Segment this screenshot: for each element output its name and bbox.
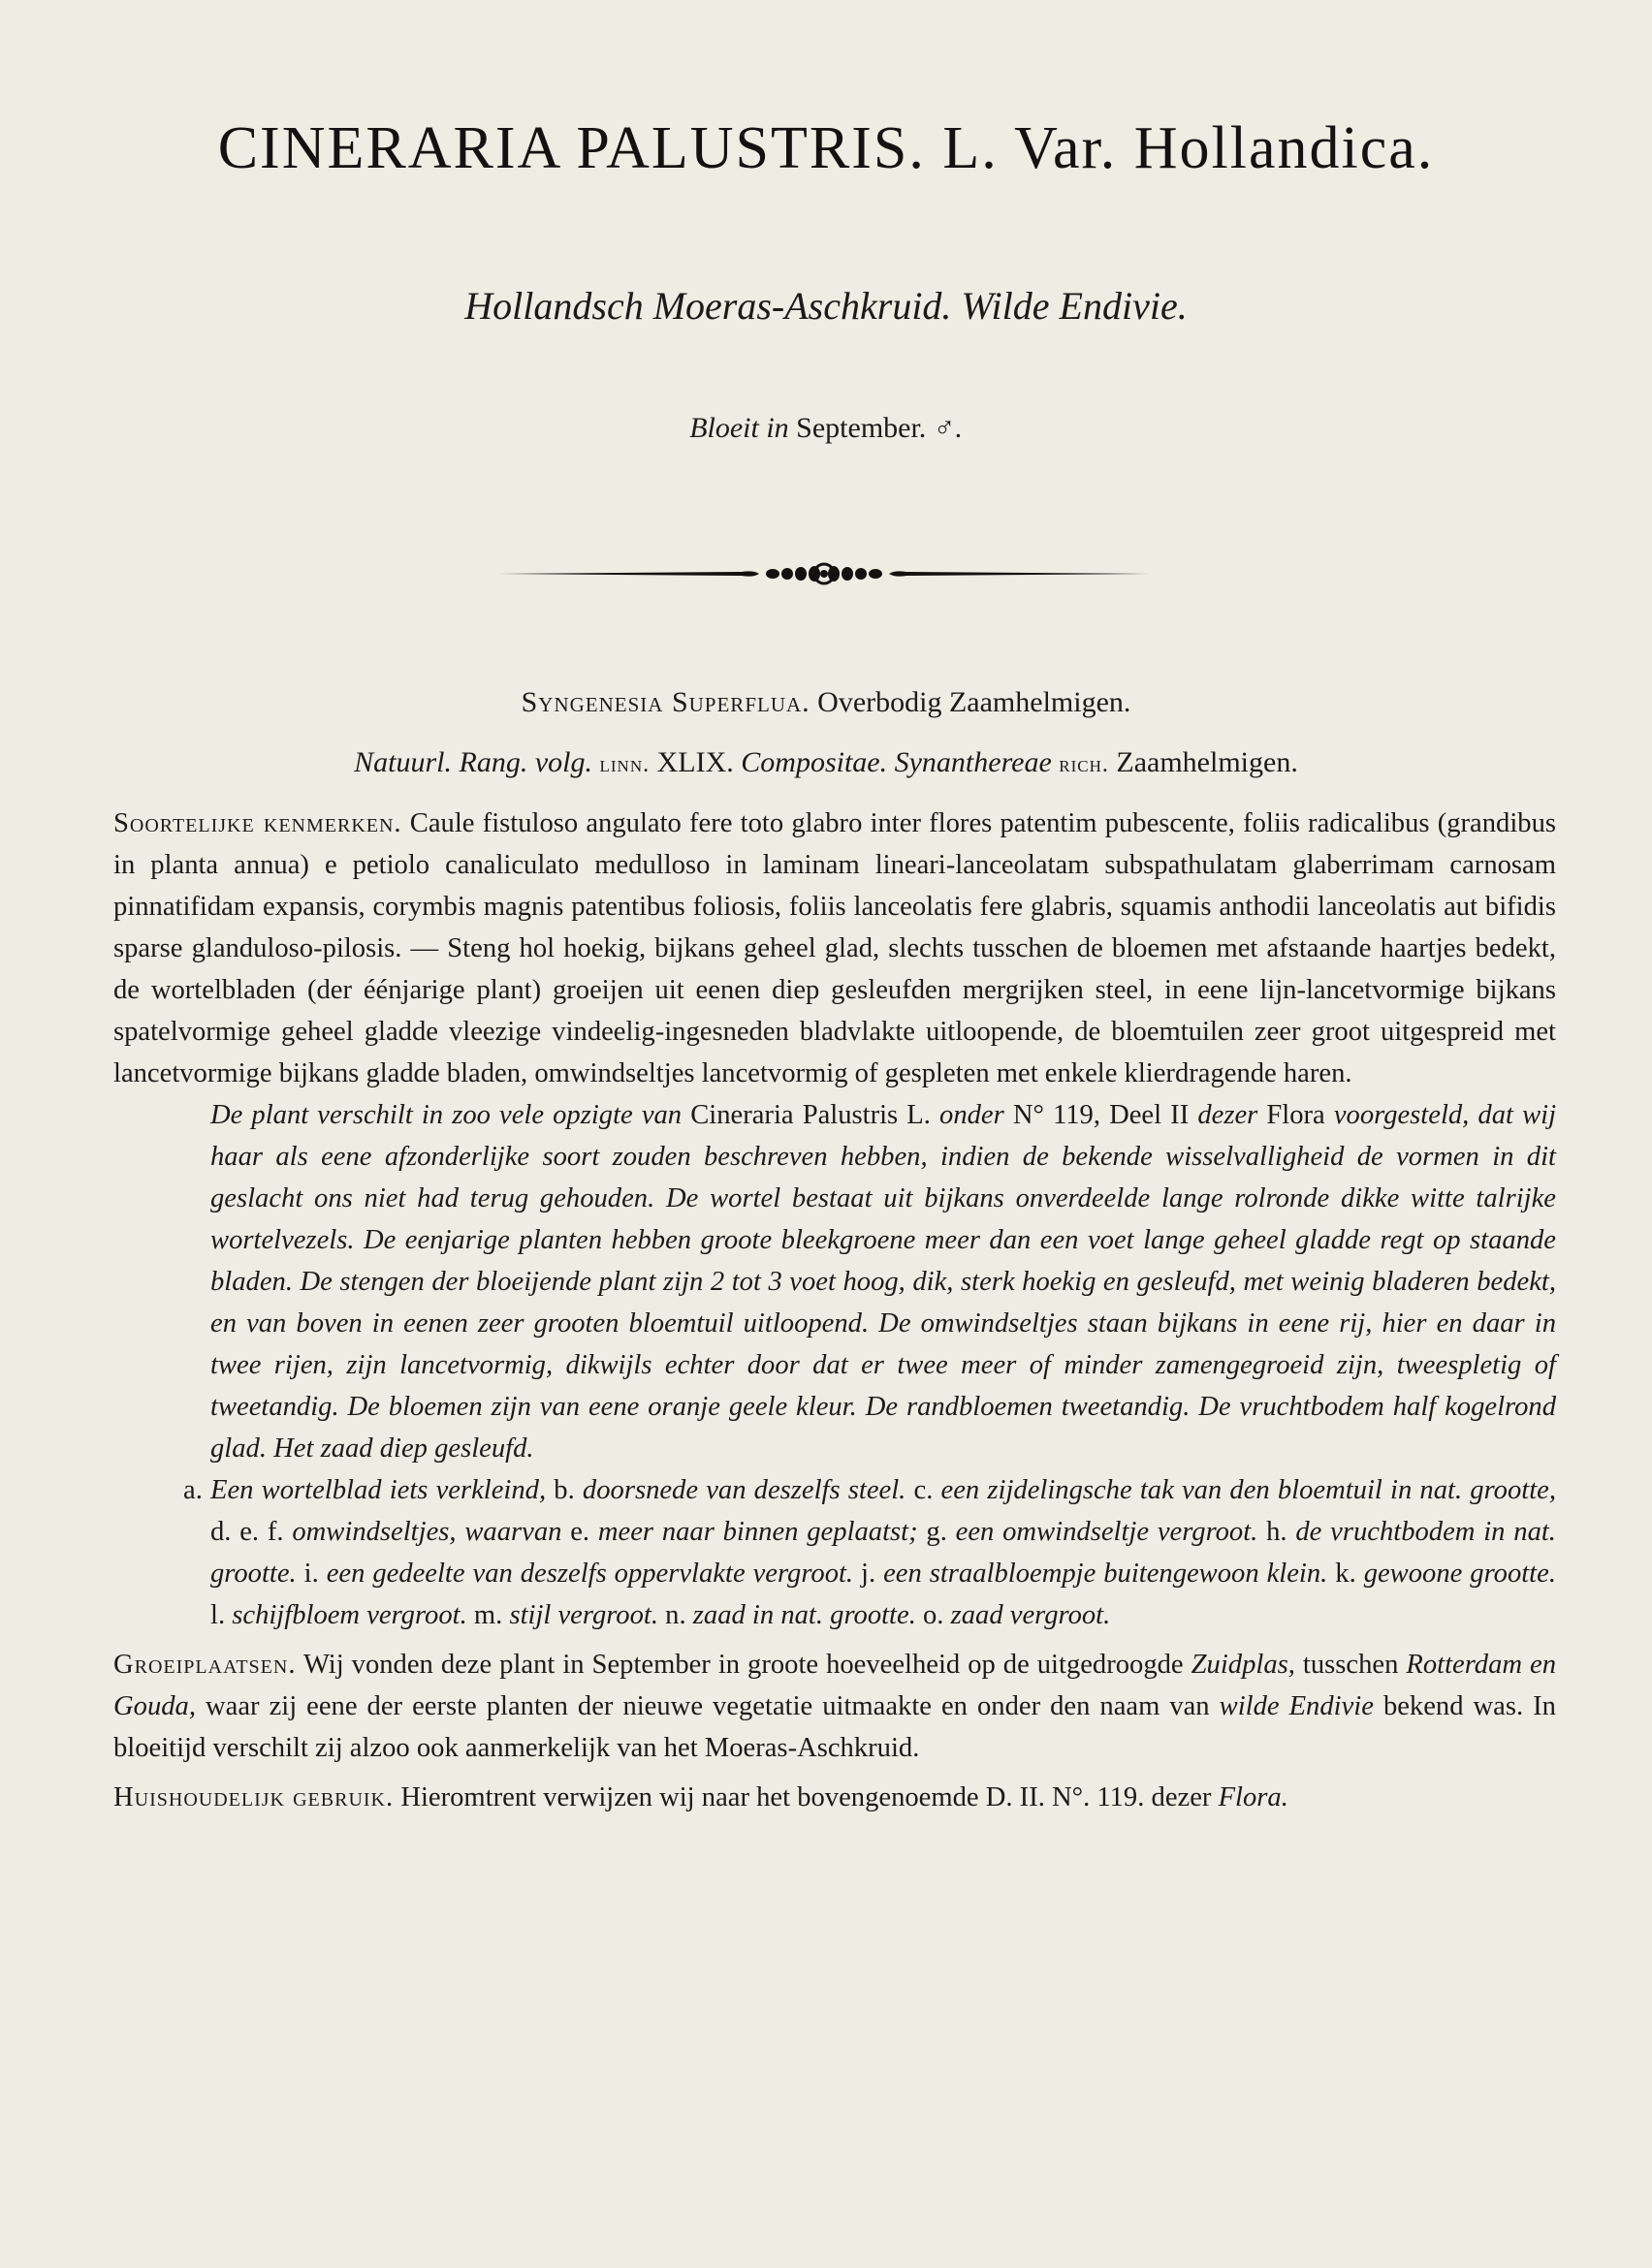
figure-text: een omwindseltje vergroot. (955, 1517, 1258, 1547)
figure-text: de vruchtbodem in nat. grootte. (210, 1517, 1556, 1589)
figure-letter: h. (1266, 1517, 1287, 1547)
bloom-label: Bloeit in (689, 412, 789, 444)
kenmerken-heading: Soortelijke kenmerken. (113, 808, 402, 838)
class-dutch: Overbodig Zaamhelmigen. (817, 686, 1131, 718)
figure-letter: d. e. f. (210, 1517, 284, 1547)
kenmerken-latin: Caule fistuloso angulato fere toto glabro inter flores patentim pubescente, foliis radicalibus (grandibus in planta annua) e petiolo canaliculato medulloso in laminam lineari-lanceolatam subspathulatam glaberrimam carnosam pinnatifidam expansis, corymbis magnis patentibus foliosis, foliis lanceolatis fere glabris, squamis anthodii lanceolatis aut bifidis sparse glanduloso-pilosis. — (113, 808, 1556, 963)
species-name: Cineraria Palustris L. (690, 1100, 931, 1130)
common-name: wilde Endivie (1219, 1691, 1374, 1721)
figure-text: een gedeelte van deszelfs oppervlakte vergroot. (326, 1559, 854, 1589)
description-text: dezer (1197, 1100, 1258, 1130)
figure-text: een straalbloempje buitengewoon klein. (883, 1559, 1328, 1589)
groeiplaatsen-text: waar zij eene der eerste planten der nieuwe vegetatie uitmaakte en onder den naam van (206, 1691, 1210, 1721)
gebruik-text: Hieromtrent verwijzen wij naar het bovengenoemde D. II. N°. 119. dezer (400, 1782, 1212, 1812)
figure-text: schijfbloem vergroot. (232, 1600, 467, 1630)
volume-reference: N° 119, Deel II (1012, 1100, 1190, 1130)
groeiplaatsen-text: bekend was. In bloeitijd verschilt zij alzoo ook aanmerkelijk van het Moeras-Aschkruid. (113, 1691, 1556, 1763)
figure-letter: b. (554, 1475, 575, 1505)
place-name: Zuidplas, (1191, 1650, 1295, 1680)
figure-text: zaad vergroot. (950, 1600, 1111, 1630)
rank-rich: rich. (1059, 752, 1109, 777)
description-text: onder (939, 1100, 1004, 1130)
page-title: CINERARIA PALUSTRIS. L. Var. Hollandica. (217, 115, 1435, 181)
rank-number: XLIX. (656, 746, 734, 778)
bloom-line (0, 412, 1652, 445)
description-text: voorgesteld, dat wij haar als eene afzonderlijke soort zouden beschreven hebben, indien de bekende wisselvalligheid de vormen in dit geslacht ons niet had terug gehouden. De wortel bestaat uit bijkans onverdeelde lange rolronde dikke witte talrijke wortelvezels. De eenjarige planten hebben groote bleekgroene meer dan een voet lange geheel gladde regt op staande bladen. De stengen der bloeijende plant zijn 2 tot 3 voet hoog, dik, sterk hoekig en gesleufd, met weinig bladeren bedekt, en van boven in eenen zeer grooten bloemtuil uitloopend. De omwindseltjes staan bijkans in eene rij, hier en daar in twee rijen, zijn lancetvormig, dikwijls echter door dat er twee meer of minder zamengegroeid zijn, tweespletig of tweetandig. De bloemen zijn van eene oranje geele kleur. De randbloemen tweetandig. De vruchtbodem half kogelrond glad. Het zaad diep gesleufd. (210, 1100, 1557, 1464)
figure-text: gewoone grootte. (1363, 1559, 1556, 1589)
figure-text: zaad in nat. grootte. (692, 1600, 916, 1630)
classification-line (0, 686, 1652, 719)
groeiplaatsen-paragraph (113, 1644, 1556, 1769)
kenmerken-dutch: Steng hol hoekig, bijkans geheel glad, slechts tusschen de bloemen met afstaande haartjes bedekt, de wortelbladen (der éénjarige plant) groeijen uit eenen diep gesleufden mergrijken steel, in eene lijn-lancetvormige bijkans spatelvormige geheel gladde vleezige vindeelig-ingesneden bladvlakte uitloopende, de bloemtuilen zeer groot uitgespreid met lancetvormige bijkans gladde bladen, omwindseltjes lancetvormig of gespleten met enkele klierdragende haren. (113, 933, 1556, 1088)
rank-linn: linn. (599, 752, 651, 777)
kenmerken-paragraph (113, 803, 1556, 1094)
bloom-month: September. (796, 412, 927, 444)
flora-reference: Flora (1266, 1100, 1325, 1130)
figure-text: Een wortelblad iets verkleind, (210, 1475, 547, 1505)
figure-text: doorsnede van deszelfs steel. (582, 1475, 906, 1505)
biennial-symbol: ♂. (933, 412, 963, 444)
figure-letter: k. (1335, 1559, 1356, 1589)
figure-letter: e. (570, 1517, 590, 1547)
figure-letter: j. (861, 1559, 876, 1589)
ornament-divider (499, 554, 1149, 593)
figure-letter: n. (665, 1600, 686, 1630)
figure-letter: m. (473, 1600, 503, 1630)
gebruik-heading: Huishoudelijk gebruik. (113, 1782, 395, 1812)
page-subtitle: Hollandsch Moeras-Aschkruid. Wilde Endivie. (464, 284, 1188, 328)
figure-text: stijl vergroot. (509, 1600, 658, 1630)
figure-text: een zijdelingsche tak van den bloemtuil in nat. grootte, (940, 1475, 1556, 1505)
figure-letter: l. (210, 1600, 226, 1630)
groeiplaatsen-text: tusschen (1302, 1650, 1399, 1680)
groeiplaatsen-heading: Groeiplaatsen. (113, 1650, 297, 1680)
flora-reference: Flora. (1218, 1782, 1288, 1812)
description-paragraph (113, 1094, 1556, 1469)
figure-text: omwindseltjes, waarvan (292, 1517, 562, 1547)
figure-letter: i. (303, 1559, 319, 1589)
figure-legend (113, 1469, 1556, 1636)
gebruik-paragraph (113, 1777, 1556, 1818)
rank-label: Natuurl. Rang. volg. (354, 746, 592, 778)
rank-line (0, 746, 1652, 779)
groeiplaatsen-text: Wij vonden deze plant in September in groote hoeveelheid op de uitgedroogde (302, 1650, 1184, 1680)
figure-letter: o. (923, 1600, 944, 1630)
figure-text: meer naar binnen geplaatst; (597, 1517, 918, 1547)
place-name: Rotterdam en Gouda, (113, 1650, 1557, 1721)
figure-letter: g. (926, 1517, 947, 1547)
rank-families: Compositae. Synanthereae (741, 746, 1052, 778)
class-latin: Syngenesia Superflua. (521, 686, 810, 718)
rank-dutch: Zaamhelmigen. (1116, 746, 1298, 778)
body-text (113, 803, 1556, 1818)
figure-letter: c. (913, 1475, 934, 1505)
figure-letter: a. (183, 1475, 203, 1505)
description-text: De plant verschilt in zoo vele opzigte van (210, 1100, 683, 1130)
